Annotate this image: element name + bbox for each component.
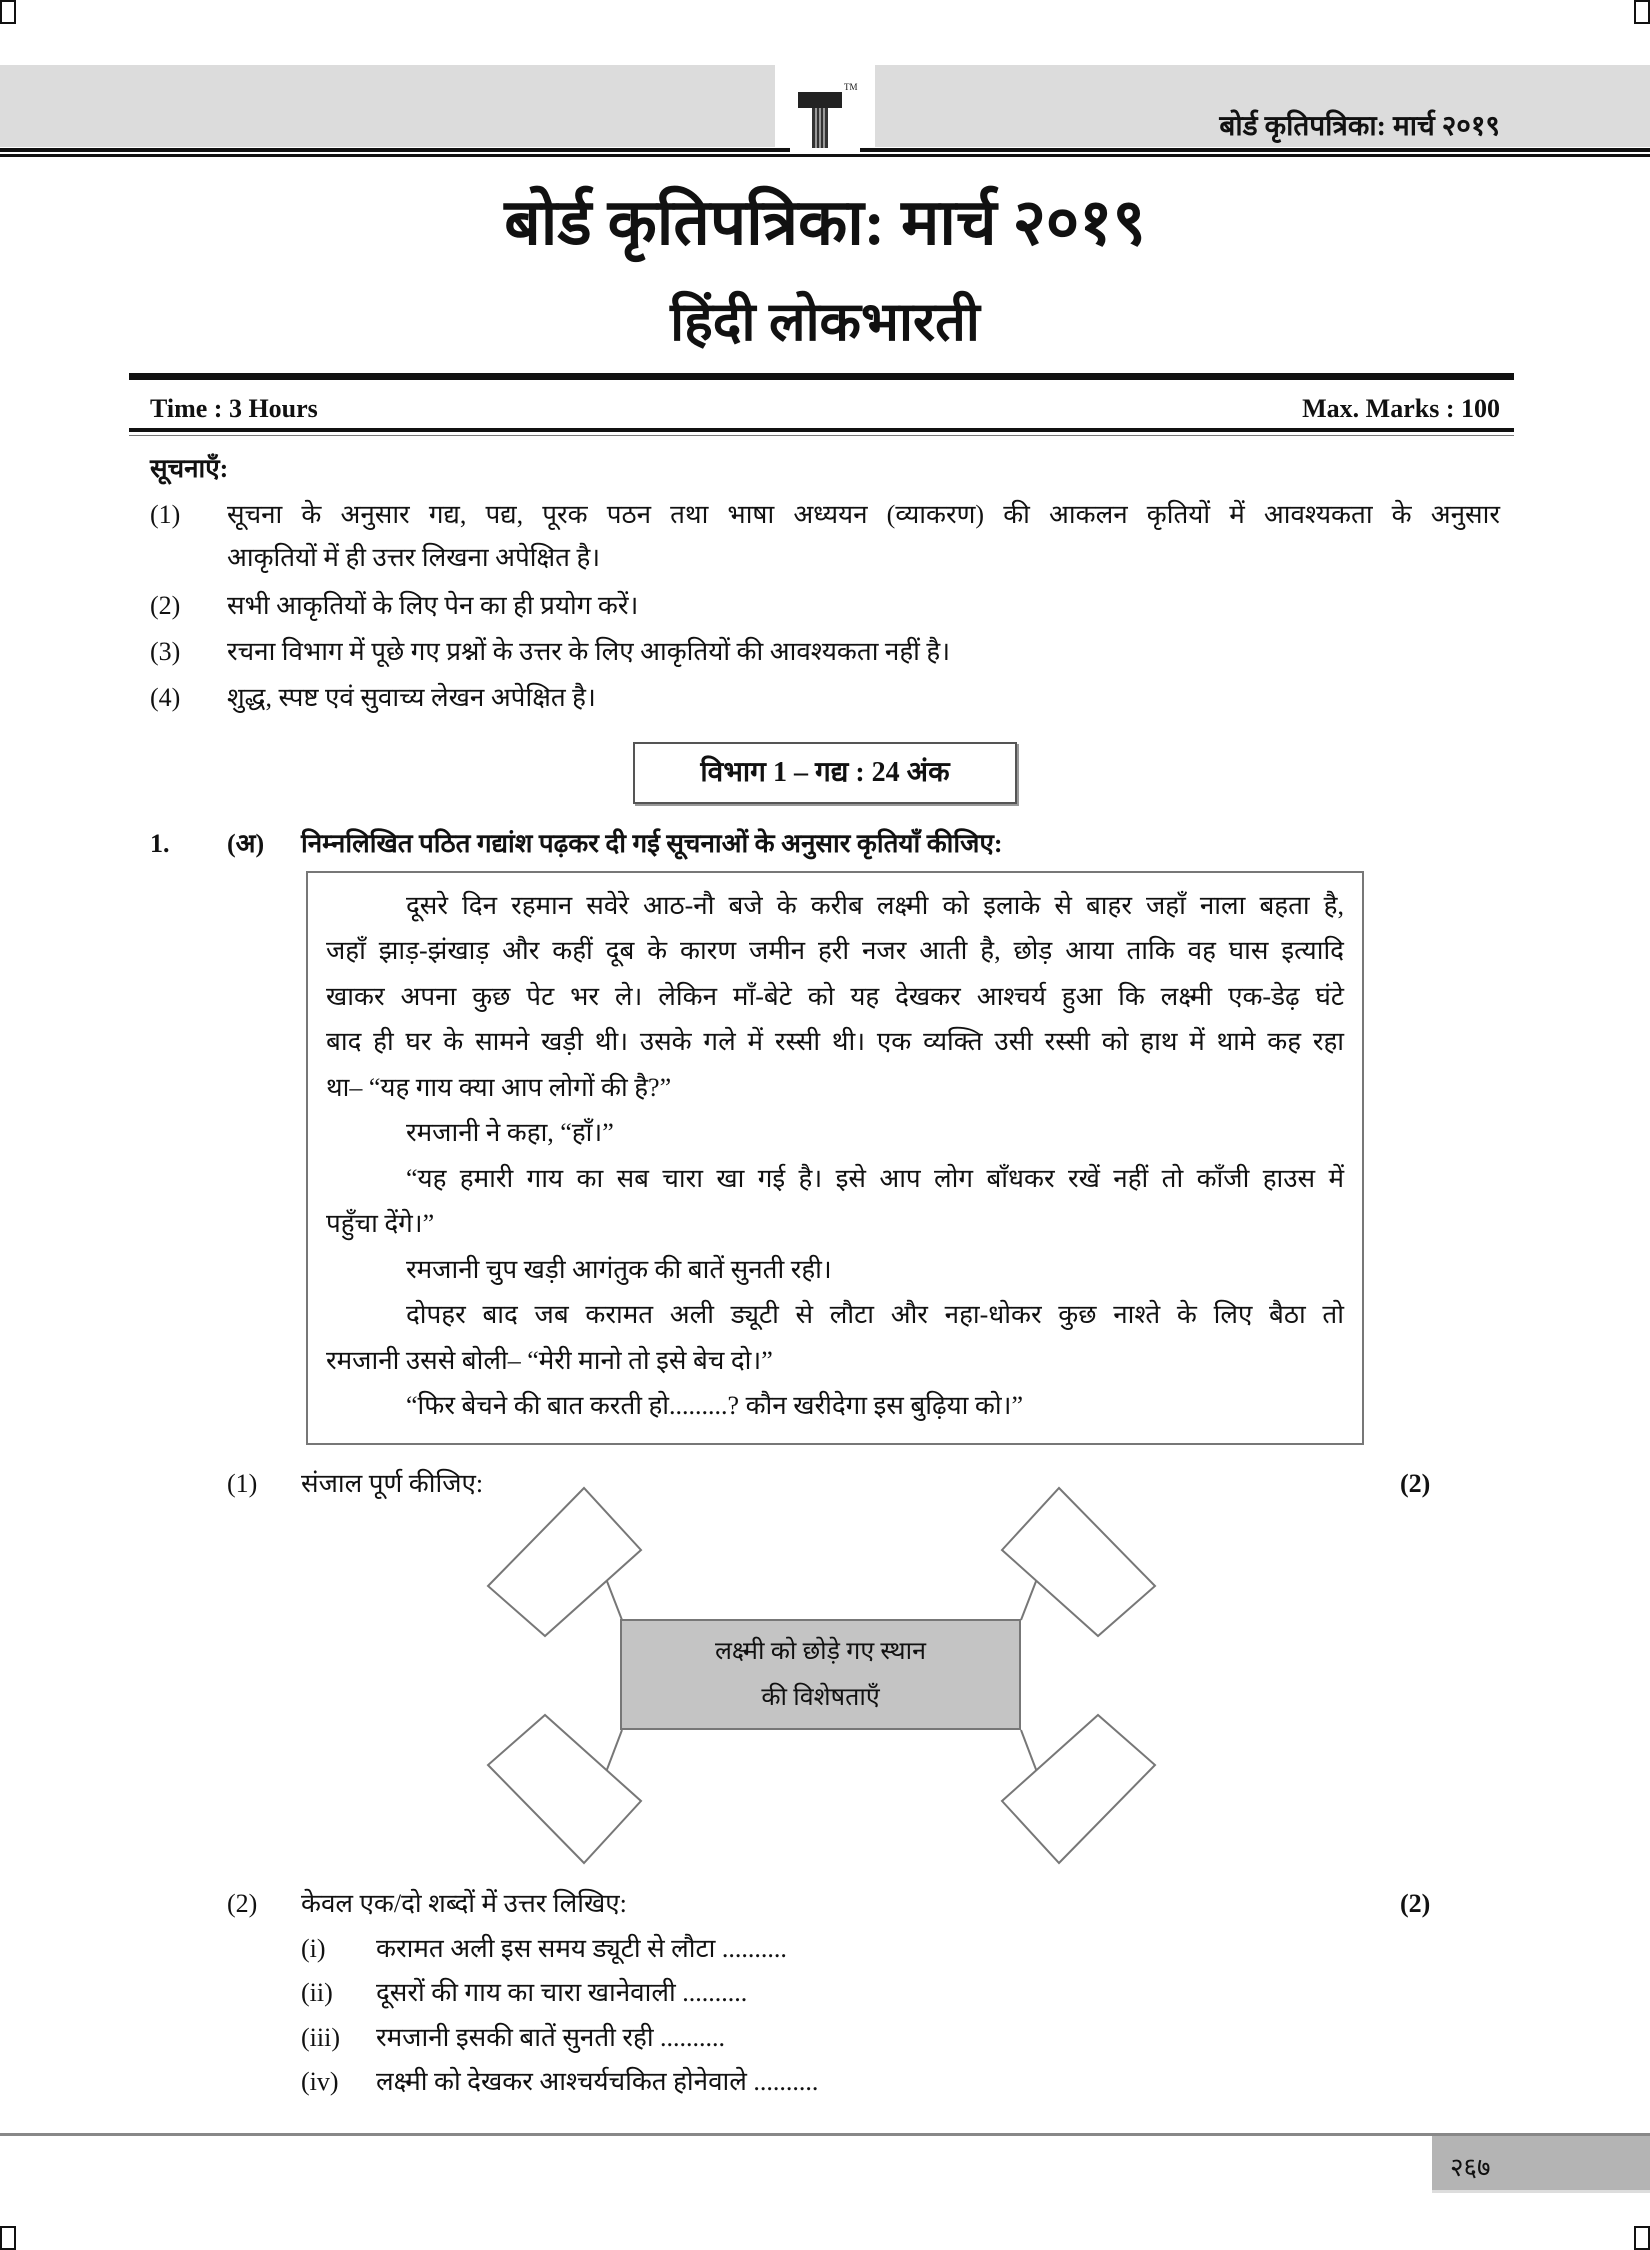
subquestion-number: (2) (227, 1889, 258, 1918)
instruction-text: सभी आकृतियों के लिए पेन का ही प्रयोग करें। (227, 591, 639, 620)
page-number-box (1432, 2136, 1650, 2193)
subquestion-number: (1) (227, 1469, 258, 1498)
passage-line: पहुँचा देंगे।” (326, 1209, 435, 1238)
answer-box-top-left[interactable] (488, 1488, 641, 1636)
passage-line: बाद ही घर के सामने खड़ी थी। उसके गले में रस्सी थी। एक व्यक्ति उसी रस्सी को हाथ में थामे कह रहा (326, 1027, 1344, 1056)
instruction-text: आकृतियों में ही उत्तर लिखना अपेक्षित है। (227, 543, 601, 572)
passage-line: रमजानी ने कहा, “हाँ।” (406, 1118, 614, 1147)
passage-line: “यह हमारी गाय का सब चारा खा गई है। इसे आप लोग बाँधकर रखें नहीं तो काँजी हाउस में (406, 1164, 1344, 1193)
instruction-num: (3) (150, 637, 181, 666)
running-title: बोर्ड कृतिपत्रिका: मार्च २०१९ (1219, 111, 1500, 142)
item-text: करामत अली इस समय ड्यूटी से लौटा .......... (376, 1934, 787, 1963)
marks-label: (2) (1400, 1889, 1431, 1918)
page-title: बोर्ड कृतिपत्रिका: मार्च २०१९ (504, 187, 1146, 258)
subject-title: हिंदी लोकभारती (670, 292, 980, 352)
item-number: (ii) (301, 1978, 333, 2007)
instruction-text: शुद्ध, स्पष्ट एवं सुवाच्य लेखन अपेक्षित है। (227, 683, 596, 712)
passage-line: खाकर अपना कुछ पेट भर ले। लेकिन माँ-बेटे को यह देखकर आश्चर्य हुआ कि लक्ष्मी एक-डेढ़ घंटे (326, 982, 1344, 1011)
passage-line: “फिर बेचने की बात करती हो.........? कौन खरीदेगा इस बुढ़िया को।” (406, 1391, 1023, 1420)
answer-box-bottom-right[interactable] (1002, 1715, 1155, 1863)
max-marks-label: Max. Marks : 100 (1302, 394, 1500, 423)
item-text: लक्ष्मी को देखकर आश्चर्यचकित होनेवाले .......... (376, 2067, 819, 2096)
answer-box-top-right[interactable] (1002, 1488, 1155, 1636)
web-center-box (620, 1619, 1021, 1730)
question-text: निम्नलिखित पठित गद्यांश पढ़कर दी गई सूचनाओं के अनुसार कृतियाँ कीजिए: (301, 829, 1003, 858)
instruction-num: (4) (150, 683, 181, 712)
subquestion-text: संजाल पूर्ण कीजिए: (301, 1469, 484, 1498)
center-label-line: की विशेषताएँ (761, 1684, 880, 1711)
instructions-heading: सूचनाएँ: (150, 454, 229, 483)
logo-tm: TM (844, 82, 858, 92)
instruction-num: (1) (150, 500, 181, 529)
passage-line: रमजानी उससे बोली– “मेरी मानो तो इसे बेच दो।” (326, 1346, 773, 1375)
footer-rule (0, 2133, 1650, 2136)
question-part: (अ) (227, 829, 265, 858)
item-text: दूसरों की गाय का चारा खानेवाली .......... (376, 1978, 748, 2007)
page-number: २६७ (1450, 2153, 1491, 2182)
answer-box-bottom-left[interactable] (488, 1715, 641, 1863)
subquestion-text: केवल एक/दो शब्दों में उत्तर लिखिए: (301, 1889, 627, 1918)
passage-line: रमजानी चुप खड़ी आगंतुक की बातें सुनती रही। (406, 1255, 832, 1284)
item-number: (iii) (301, 2023, 340, 2052)
item-number: (iv) (301, 2067, 339, 2096)
item-text: रमजानी इसकी बातें सुनती रही .......... (376, 2023, 726, 2052)
section-heading: विभाग 1 – गद्य : 24 अंक (633, 742, 1017, 804)
passage-line: था– “यह गाय क्या आप लोगों की है?” (326, 1073, 672, 1102)
instruction-text: सूचना के अनुसार गद्य, पद्य, पूरक पठन तथा भाषा अध्ययन (व्याकरण) की आकलन कृतियों में आवश्यकता के अनुसार (227, 500, 1500, 529)
time-label: Time : 3 Hours (150, 394, 318, 423)
passage-line: दोपहर बाद जब करामत अली ड्यूटी से लौटा और नहा-धोकर कुछ नाश्ते के लिए बैठा तो (406, 1300, 1344, 1329)
instruction-text: रचना विभाग में पूछे गए प्रश्नों के उत्तर के लिए आकृतियों की आवश्यकता नहीं है। (227, 637, 951, 666)
instruction-num: (2) (150, 591, 181, 620)
question-number: 1. (150, 829, 170, 858)
marks-label: (2) (1400, 1469, 1431, 1498)
passage-line: जहाँ झाड़-झंखाड़ और कहीं दूब के कारण जमीन हरी नजर आती है, छोड़ आया ताकि वह घास इत्यादि (326, 936, 1344, 965)
item-number: (i) (301, 1934, 326, 1963)
center-label-line: लक्ष्मी को छोड़े गए स्थान (714, 1638, 926, 1665)
passage-line: दूसरे दिन रहमान सवेरे आठ-नौ बजे के करीब लक्ष्मी को इलाके से बाहर जहाँ नाला बहता है, (406, 891, 1344, 920)
